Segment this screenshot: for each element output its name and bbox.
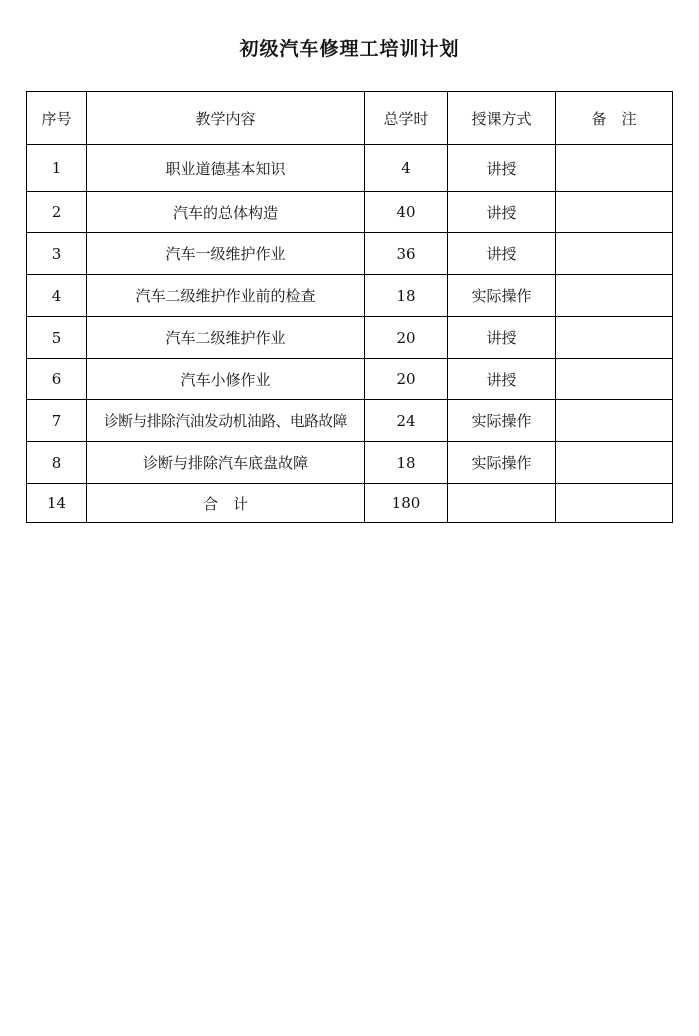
table-row bbox=[27, 442, 673, 484]
table-header-row bbox=[27, 92, 673, 145]
table-row bbox=[27, 359, 673, 400]
header-hours: 总学时 bbox=[365, 92, 448, 145]
cell-content: 汽车二级维护作业前的检查 bbox=[87, 275, 365, 317]
cell-content: 职业道德基本知识 bbox=[87, 145, 365, 192]
cell-no: 4 bbox=[27, 275, 87, 317]
cell-remark bbox=[556, 359, 673, 400]
cell-hours: 24 bbox=[365, 400, 448, 442]
total-remark bbox=[556, 484, 673, 523]
total-method bbox=[448, 484, 556, 523]
table-row bbox=[27, 317, 673, 359]
total-no: 14 bbox=[27, 484, 87, 523]
cell-hours: 18 bbox=[365, 275, 448, 317]
cell-remark bbox=[556, 145, 673, 192]
cell-remark bbox=[556, 400, 673, 442]
cell-remark bbox=[556, 192, 673, 233]
header-no: 序号 bbox=[27, 92, 87, 145]
training-plan-table bbox=[26, 91, 673, 523]
cell-no: 2 bbox=[27, 192, 87, 233]
cell-content: 汽车小修作业 bbox=[87, 359, 365, 400]
cell-no: 6 bbox=[27, 359, 87, 400]
table-row bbox=[27, 145, 673, 192]
cell-content: 汽车的总体构造 bbox=[87, 192, 365, 233]
cell-method: 讲授 bbox=[448, 317, 556, 359]
cell-content: 诊断与排除汽油发动机油路、电路故障 bbox=[87, 400, 365, 442]
cell-method: 讲授 bbox=[448, 192, 556, 233]
cell-no: 8 bbox=[27, 442, 87, 484]
cell-remark bbox=[556, 317, 673, 359]
cell-method: 实际操作 bbox=[448, 442, 556, 484]
header-content: 教学内容 bbox=[87, 92, 365, 145]
cell-no: 3 bbox=[27, 233, 87, 275]
cell-no: 1 bbox=[27, 145, 87, 192]
cell-method: 讲授 bbox=[448, 359, 556, 400]
cell-no: 5 bbox=[27, 317, 87, 359]
cell-remark bbox=[556, 233, 673, 275]
header-method: 授课方式 bbox=[448, 92, 556, 145]
cell-remark bbox=[556, 442, 673, 484]
table-row bbox=[27, 192, 673, 233]
table-total-row bbox=[27, 484, 673, 523]
header-remark: 备 注 bbox=[556, 92, 673, 145]
cell-hours: 20 bbox=[365, 359, 448, 400]
cell-content: 汽车二级维护作业 bbox=[87, 317, 365, 359]
cell-method: 实际操作 bbox=[448, 275, 556, 317]
table-row bbox=[27, 275, 673, 317]
table-row bbox=[27, 233, 673, 275]
cell-method: 讲授 bbox=[448, 145, 556, 192]
cell-method: 讲授 bbox=[448, 233, 556, 275]
cell-content: 汽车一级维护作业 bbox=[87, 233, 365, 275]
cell-hours: 40 bbox=[365, 192, 448, 233]
page-title: 初级汽车修理工培训计划 bbox=[239, 38, 460, 60]
table-row bbox=[27, 400, 673, 442]
cell-hours: 18 bbox=[365, 442, 448, 484]
cell-hours: 20 bbox=[365, 317, 448, 359]
cell-hours: 36 bbox=[365, 233, 448, 275]
cell-method: 实际操作 bbox=[448, 400, 556, 442]
total-label: 合 计 bbox=[87, 484, 365, 523]
cell-content: 诊断与排除汽车底盘故障 bbox=[87, 442, 365, 484]
cell-remark bbox=[556, 275, 673, 317]
cell-no: 7 bbox=[27, 400, 87, 442]
total-hours: 180 bbox=[365, 484, 448, 523]
cell-hours: 4 bbox=[365, 145, 448, 192]
